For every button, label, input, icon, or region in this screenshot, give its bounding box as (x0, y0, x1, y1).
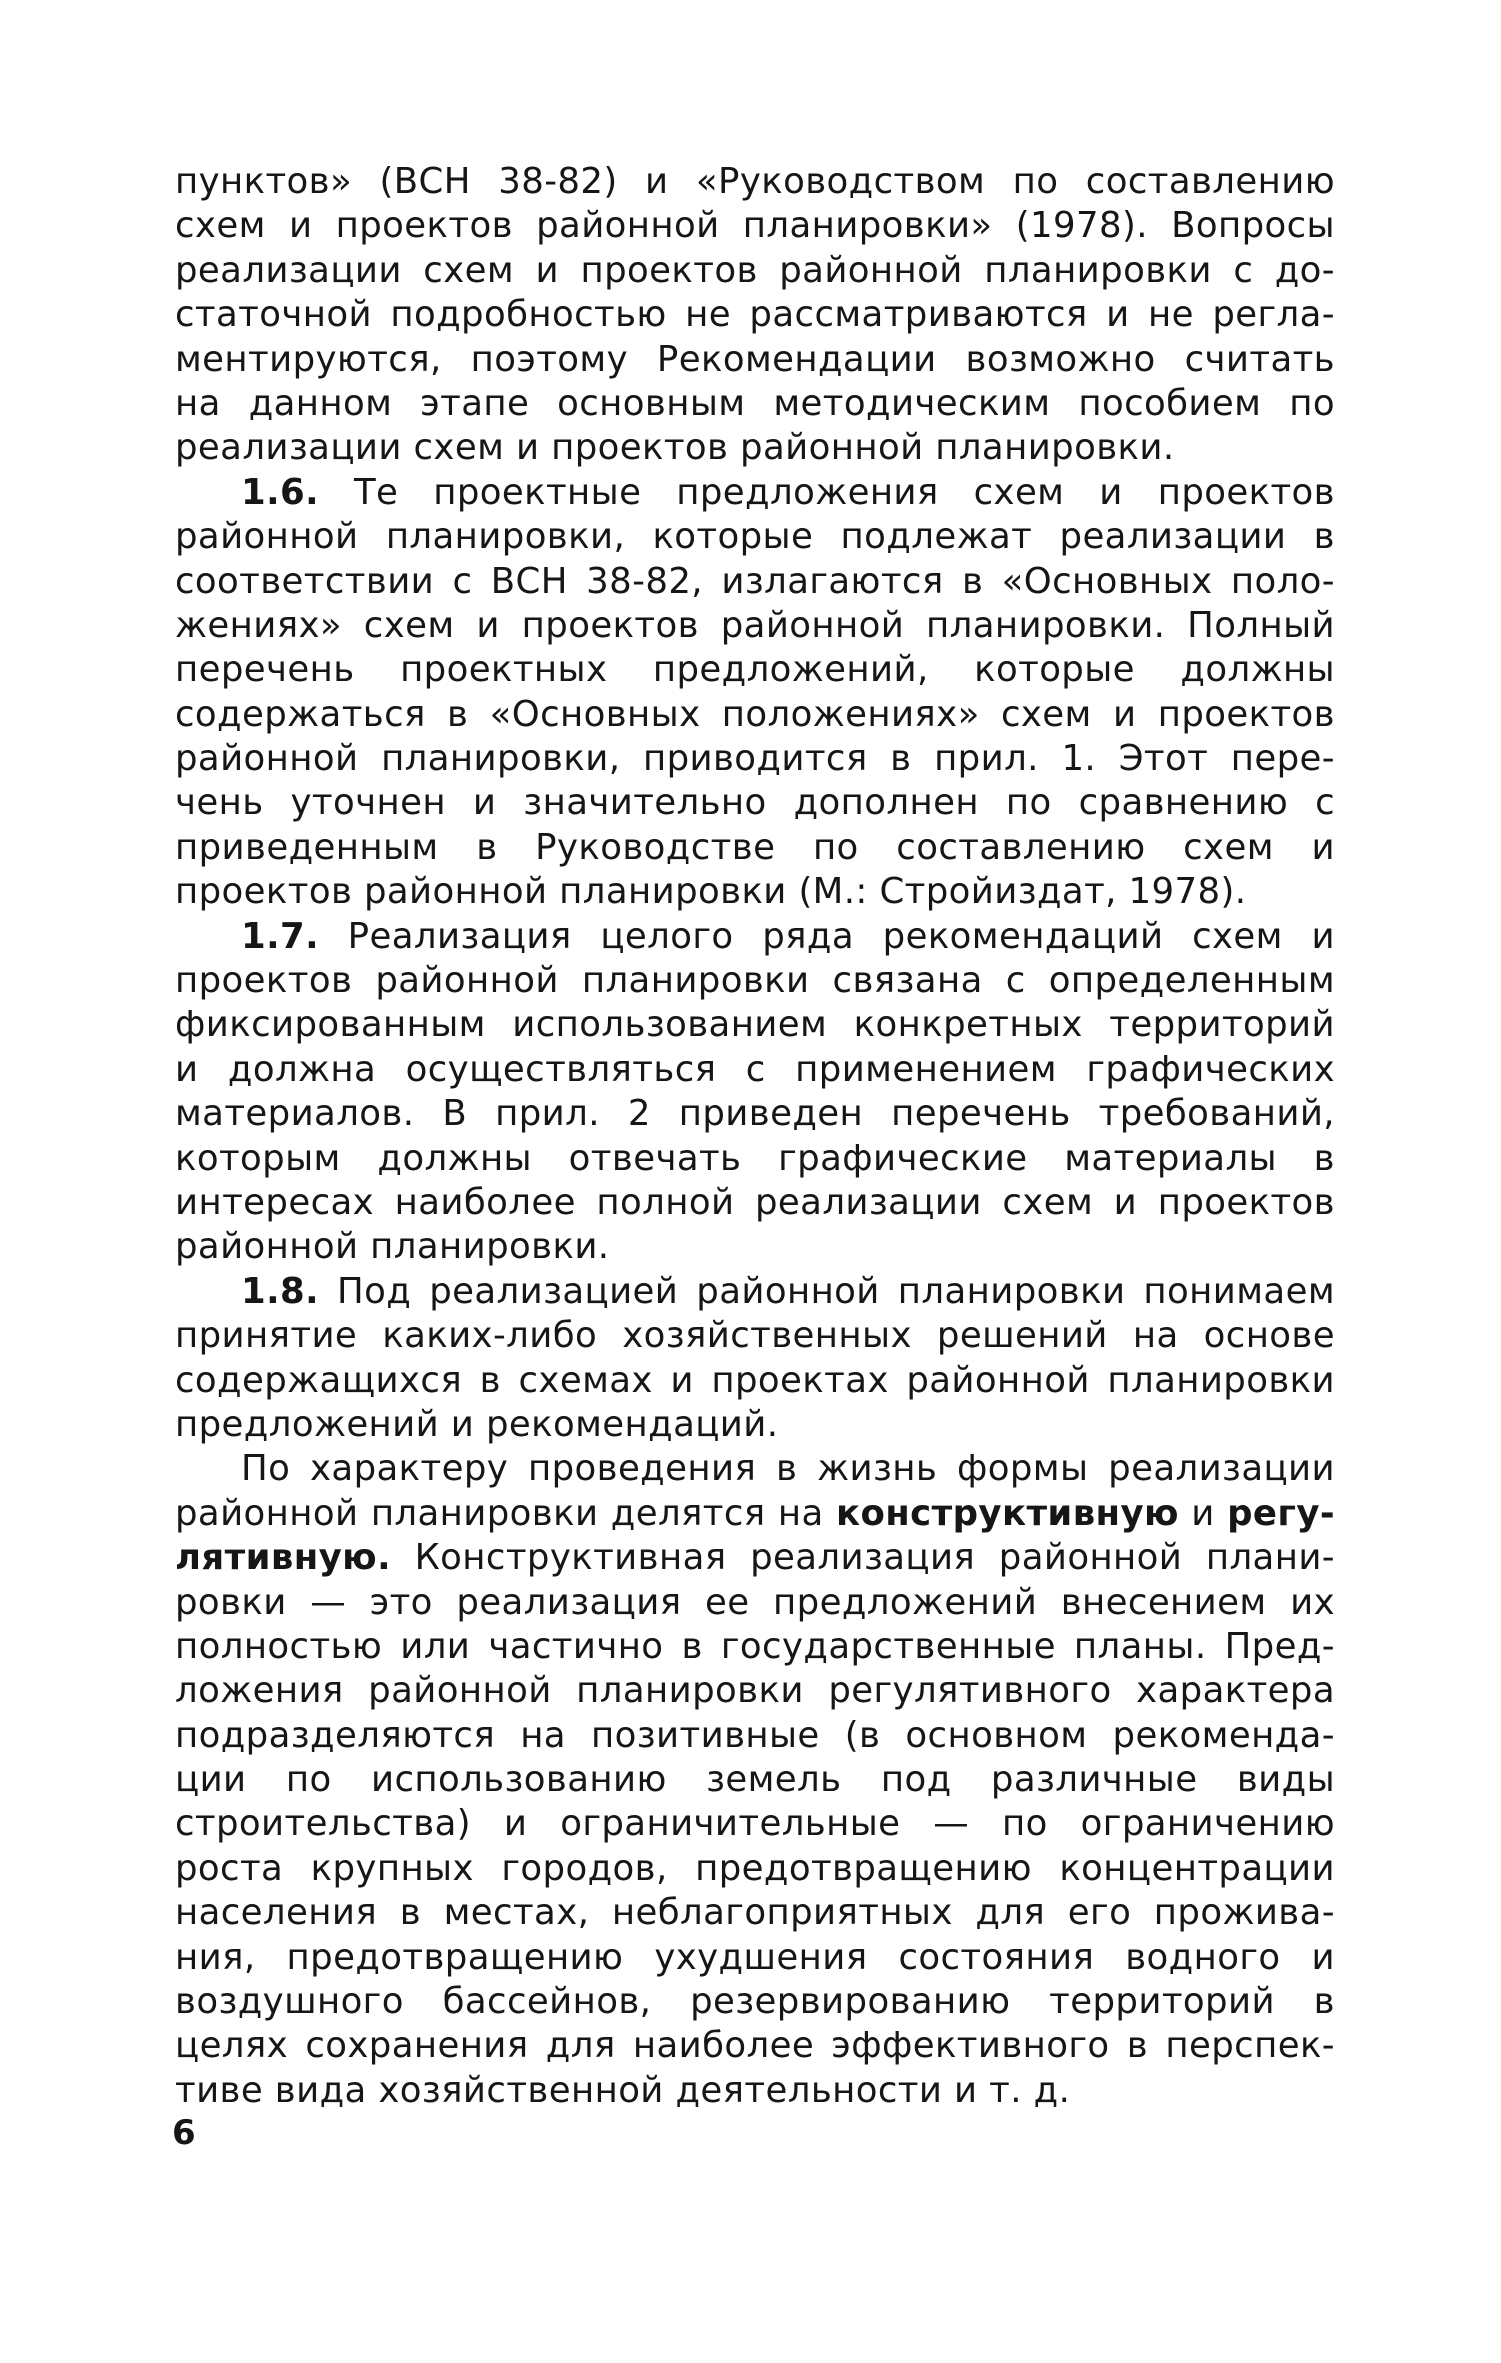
text-line: строительства) и ограничительные — по ограничению (175, 1803, 1335, 1845)
term-regulative-part2: лятивную. (175, 1537, 391, 1579)
text-line: тиве вида хозяйственной деятельности и т. д. (175, 2069, 1071, 2111)
text-line: районной планировки, которые подлежат реализации в (175, 516, 1335, 558)
text-line: и должна осуществляться с применением графических (175, 1048, 1335, 1090)
text-line: жениях» схем и проектов районной планировки. Полный (175, 604, 1335, 646)
text-line: Те проектные предложения схем и проектов (353, 471, 1335, 513)
text-line: целях сохранения для наиболее эффективного в перспек- (175, 2025, 1335, 2067)
text-fragment: районной планировки делятся на (175, 1492, 824, 1534)
text-line: соответствии с ВСН 38-82, излагаются в «Основных поло- (175, 560, 1335, 602)
text-line: интересах наиболее полной реализации схем и проектов (175, 1181, 1335, 1223)
text-line: реализации схем и проектов районной планировки. (175, 427, 1175, 469)
text-line: районной планировки. (175, 1226, 610, 1268)
text-line: схем и проектов районной планировки» (1978). Вопросы (175, 205, 1335, 247)
section-number-1-8: 1.8. (241, 1270, 319, 1312)
text-line: ния, предотвращению ухудшения состояния водного и (175, 1936, 1335, 1978)
text-line: предложений и рекомендаций. (175, 1403, 779, 1445)
text-line-with-bold (175, 1492, 1335, 1536)
text-line: которым должны отвечать графические материалы в (175, 1137, 1335, 1179)
page-number: 6 (172, 2113, 196, 2153)
paragraph-1-8-first-line (175, 1270, 1335, 1314)
text-line: ментируются, поэтому Рекомендации возможно считать (175, 338, 1335, 380)
text-line: населения в местах, неблагоприятных для его прожива- (175, 1892, 1335, 1934)
text-line: содержащихся в схемах и проектах районной планировки (175, 1359, 1335, 1401)
paragraph-1-7-first-line (175, 915, 1335, 959)
text-line-with-bold (175, 1536, 1335, 1580)
text-line: содержаться в «Основных положениях» схем и проектов (175, 693, 1335, 735)
text-line: на данном этапе основным методическим пособием по (175, 382, 1335, 424)
text-line: чень уточнен и значительно дополнен по сравнению с (175, 782, 1335, 824)
text-line: приведенным в Руководстве по составлению схем и (175, 826, 1335, 868)
text-fragment: Конструктивная реализация районной плани- (414, 1537, 1335, 1579)
text-line: ложения районной планировки регулятивного характера (175, 1670, 1335, 1712)
text-line: материалов. В прил. 2 приведен перечень требований, (175, 1093, 1335, 1135)
text-fragment: и (1191, 1492, 1215, 1534)
text-line: ции по использованию земель под различные виды (175, 1759, 1335, 1801)
paragraph-1-6-first-line (175, 471, 1335, 515)
section-number-1-7: 1.7. (241, 915, 319, 957)
text-line: принятие каких-либо хозяйственных решений на основе (175, 1315, 1335, 1357)
text-line: подразделяются на позитивные (в основном рекоменда- (175, 1714, 1335, 1756)
text-line: перечень проектных предложений, которые должны (175, 649, 1335, 691)
term-regulative-part1: регу- (1227, 1492, 1336, 1534)
body-text (175, 160, 1335, 2113)
text-line: Под реализацией районной планировки понимаем (337, 1270, 1336, 1312)
text-line: реализации схем и проектов районной планировки с до- (175, 249, 1335, 291)
term-constructive: конструктивную (835, 1492, 1179, 1534)
text-line: проектов районной планировки (М.: Стройиздат, 1978). (175, 871, 1247, 913)
text-line: полностью или частично в государственные планы. Пред- (175, 1625, 1335, 1667)
text-line: роста крупных городов, предотвращению концентрации (175, 1847, 1335, 1889)
section-number-1-6: 1.6. (241, 471, 319, 513)
text-line: пунктов» (ВСН 38-82) и «Руководством по составлению (175, 161, 1335, 202)
text-line: ровки — это реализация ее предложений внесением их (175, 1581, 1335, 1623)
text-line: статочной подробностью не рассматриваются и не регла- (175, 294, 1335, 336)
text-line: Реализация целого ряда рекомендаций схем и (347, 915, 1335, 957)
text-line: районной планировки, приводится в прил. 1. Этот пере- (175, 738, 1335, 780)
text-line: проектов районной планировки связана с определенным (175, 960, 1335, 1002)
text-line: фиксированным использованием конкретных территорий (175, 1004, 1335, 1046)
text-line: воздушного бассейнов, резервированию территорий в (175, 1981, 1335, 2023)
text-line: По характеру проведения в жизнь формы реализации (241, 1448, 1335, 1490)
